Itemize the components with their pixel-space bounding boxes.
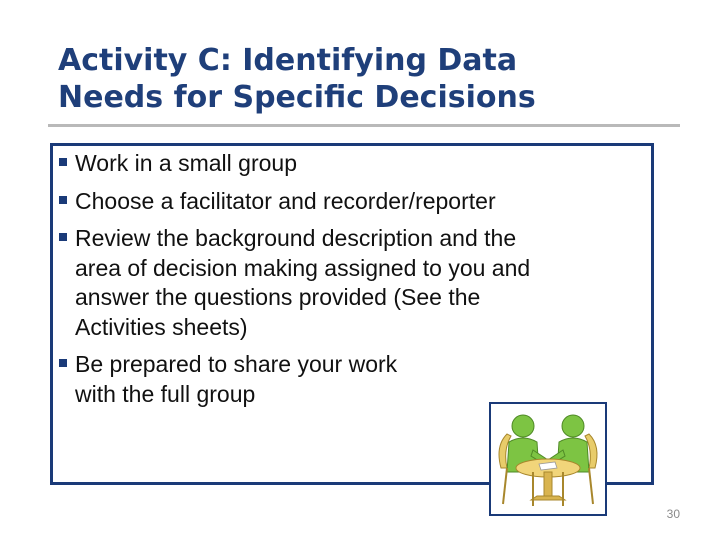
bullet-text: Choose a facilitator and recorder/reporter xyxy=(75,187,496,214)
list-item xyxy=(57,224,647,342)
list-item xyxy=(57,149,647,179)
bullet-list xyxy=(57,149,647,417)
square-bullet-icon xyxy=(59,233,67,241)
group-meeting-icon xyxy=(493,406,603,512)
list-item xyxy=(57,187,647,217)
square-bullet-icon xyxy=(59,359,67,367)
title-line-1: Activity C: Identifying Data xyxy=(58,43,518,78)
page-number: 30 xyxy=(666,507,680,521)
slide-title xyxy=(58,42,678,116)
square-bullet-icon xyxy=(59,196,67,204)
title-divider xyxy=(48,124,680,127)
bullet-text: Work in a small group xyxy=(75,150,297,176)
square-bullet-icon xyxy=(59,158,67,166)
title-line-2: Needs for Specific Decisions xyxy=(58,80,536,115)
bullet-text: Review the background description and the area of decision making assigned to you and answer the questions provided (See the Activities sheets) xyxy=(75,225,531,340)
group-meeting-clipart xyxy=(489,402,607,516)
list-item xyxy=(57,350,647,409)
bullet-text: Be prepared to share your work with the full group xyxy=(75,351,398,407)
